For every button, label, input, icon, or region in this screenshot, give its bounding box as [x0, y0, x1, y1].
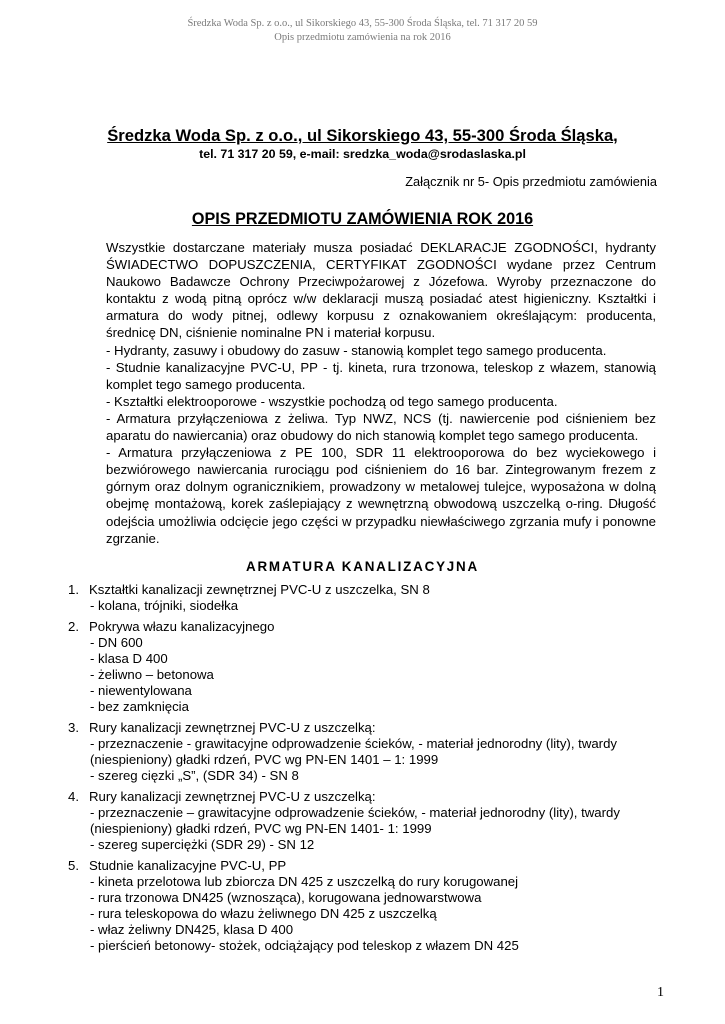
item-title: Pokrywa włazu kanalizacyjnego [89, 619, 275, 634]
item-line: - właz żeliwny DN425, klasa D 400 [90, 922, 294, 937]
intro-paragraph: - Hydranty, zasuwy i obudowy do zasuw - stanowią komplet tego samego producenta. [106, 342, 607, 358]
item-line: - przeznaczenie – grawitacyjne odprowadzenie ścieków, - materiał jednorodny (lity), twardy (niespieniony) gładki rdzeń, PVC wg PN-EN 1401- 1: 1999 [90, 805, 620, 836]
page-title: OPIS PRZEDMIOTU ZAMÓWIENIA ROK 2016 [191, 210, 534, 228]
item-number: 1. [68, 582, 79, 597]
company-block [0, 126, 725, 162]
list-item [68, 789, 668, 853]
item-number: 2. [68, 619, 79, 634]
item-line: - klasa D 400 [90, 651, 168, 666]
item-line: - DN 600 [90, 635, 143, 650]
item-line: - rura trzonowa DN425 (wznosząca), korugowana jednowarstwowa [90, 890, 482, 905]
item-number: 3. [68, 720, 79, 735]
item-title: Rury kanalizacji zewnętrznej PVC-U z uszczelką: [89, 720, 376, 735]
item-title: Rury kanalizacji zewnętrznej PVC-U z uszczelką: [89, 789, 376, 804]
item-line: - pierścień betonowy- stożek, odciążający pod teleskop z włazem DN 425 [90, 938, 519, 953]
item-line: - szereg cięzki „S”, (SDR 34) - SN 8 [90, 768, 299, 783]
item-line: - przeznaczenie - grawitacyjne odprowadzenie ścieków, - materiał jednorodny (lity), twardy (niespieniony) gładki rdzeń, PVC wg PN-EN 1401 – 1: 1999 [90, 736, 617, 767]
section-heading: ARMATURA KANALIZACYJNA [245, 559, 479, 574]
item-line: - niewentylowana [90, 683, 192, 698]
item-line: - kineta przelotowa lub zbiorcza DN 425 z uszczelką do rury korugowanej [90, 874, 519, 889]
running-header-line2: Opis przedmiotu zamówienia na rok 2016 [274, 32, 451, 43]
page-number: 1 [657, 985, 664, 1000]
list-item [68, 858, 668, 954]
intro-paragraph: - Kształtki elektrooporowe - wszystkie pochodzą od tego samego producenta. [106, 393, 558, 409]
item-title: Studnie kanalizacyjne PVC-U, PP [89, 858, 287, 873]
intro-text [106, 239, 656, 547]
intro-paragraph: - Armatura przyłączeniowa z żeliwa. Typ NWZ, NCS (tj. nawiercenie pod ciśnieniem bez aparatu do nawiercania) oraz obudowy do nich stanowią komplet tego samego producenta. [106, 410, 656, 444]
item-number: 5. [68, 858, 79, 873]
item-number: 4. [68, 789, 79, 804]
running-header-line1: Średzka Woda Sp. z o.o., ul Sikorskiego 43, 55-300 Środa Śląska, tel. 71 317 20 59 [187, 18, 538, 29]
item-line: - szereg superciężki (SDR 29) - SN 12 [90, 837, 315, 852]
company-contact: tel. 71 317 20 59, e-mail: sredzka_woda@srodaslaska.pl [199, 147, 526, 161]
intro-paragraph: Wszystkie dostarczane materiały musza posiadać DEKLARACJE ZGODNOŚCI, hydranty ŚWIADECTWO DOPUSZCZENIA, CERTYFIKAT ZGODNOŚCI wydane przez Centrum Naukowo Badawcze Ochrony Przeciwpożarowej z Józefowa. Wyroby przeznaczone do kontaktu z wodą pitną oprócz w/w deklaracji muszą posiadać atest higieniczny. Kształtki i armatura do wody pitnej, odlewy korpusu z oznakowaniem określającym: producenta, średnicę DN, ciśnienie nominalne PN i materiał korpusu. [106, 240, 656, 341]
intro-paragraph: - Studnie kanalizacyjne PVC-U, PP - tj. kineta, rura trzonowa, teleskop z włazem, stanowią komplet tego samego producenta. [106, 359, 656, 392]
item-title: Kształtki kanalizacji zewnętrznej PVC-U z uszczelka, SN 8 [89, 582, 430, 597]
intro-paragraph: - Armatura przyłączeniowa z PE 100, SDR 11 elektrooporowa do bez wyciekowego i bezwiórowego nawiercania rurociągu pod ciśnieniem do 16 bar. Zintegrowanym frezem z górnym oraz dolnym ogranicznikiem, prowadzony w metalowej tulejce, wyposażona w dolną obejmę montażową, korek zaślepiający z wewnętrzną obwodową uszczelką o-ring. Długość odejścia umożliwia odcięcie jego części w przypadku niewłaściwego zgrzania mufy i ponowne zgrzanie. [106, 445, 656, 546]
company-name: Średzka Woda Sp. z o.o., ul Sikorskiego 43, 55-300 Środa Śląska, [107, 126, 618, 145]
item-list [68, 582, 668, 959]
item-line: - rura teleskopowa do włazu żeliwnego DN 425 z uszczelką [90, 906, 437, 921]
list-item [68, 720, 668, 784]
list-item [68, 619, 668, 715]
attachment-note: Załącznik nr 5- Opis przedmiotu zamówienia [405, 174, 657, 189]
item-line: - kolana, trójniki, siodełka [90, 598, 239, 613]
item-line: - żeliwno – betonowa [90, 667, 214, 682]
running-header [0, 17, 725, 45]
item-line: - bez zamknięcia [90, 699, 189, 714]
list-item [68, 582, 668, 614]
